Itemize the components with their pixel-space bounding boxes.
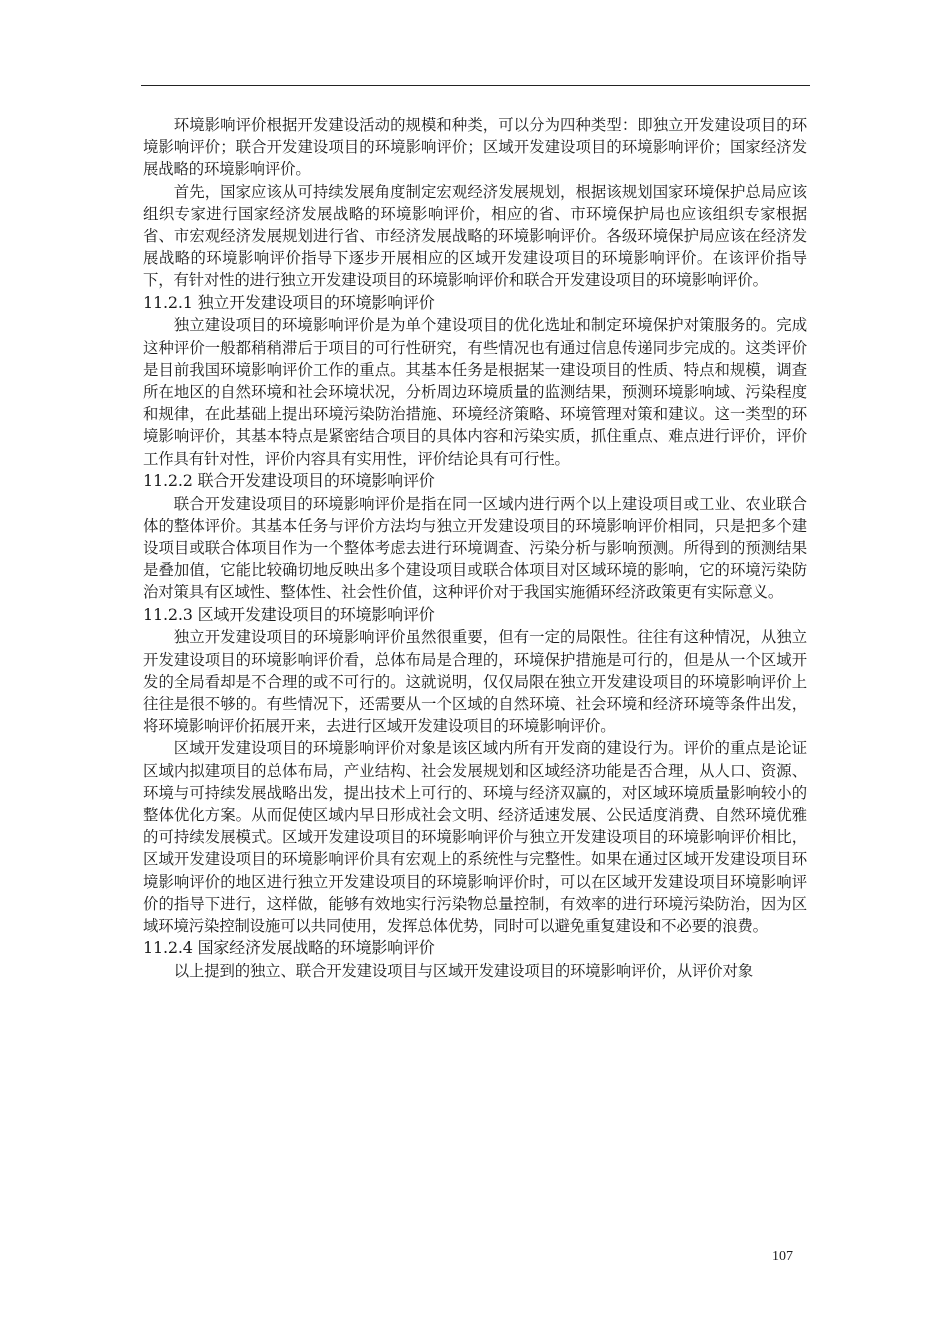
section-heading-11-2-1: 11.2.1 独立开发建设项目的环境影响评价 bbox=[143, 292, 435, 312]
paragraph-independent-projects: 独立建设项目的环境影响评价是为单个建设项目的优化选址和制定环境保护对策服务的。完成这种评价一般都稍稍滞后于项目的可行性研究，有些情况也有通过信息传递同步完成的。这类评价是目前我国环境影响评价工作的重点。其基本任务是根据某一建设项目的性质、特点和规模，调查所在地区的自然环境和社会环境状况，分析周边环境质量的监测结果，预测环境影响域、污染程度和规律，在此基础上提出环境污染防治措施、环境经济策略、环境管理对策和建议。这一类型的环境影响评价，其基本特点是紧密结合项目的具体内容和污染实质，抓住重点、难点进行评价，评价工作具有针对性，评价内容具有实用性，评价结论具有可行性。 bbox=[143, 316, 807, 468]
paragraph-regional-projects: 区域开发建设项目的环境影响评价对象是该区域内所有开发商的建设行为。评价的重点是论证区域内拟建项目的总体布局，产业结构、社会发展规划和区域经济功能是否合理，从人口、资源、环境与可持续发展战略出发，提出技术上可行的、环境与经济双赢的，对区域环境质量影响较小的整体优化方案。从而促使区域内早日形成社会文明、经济适速发展、公民适度消费、自然环境优雅的可持续发展模式。区域开发建设项目的环境影响评价与独立开发建设项目的环境影响评价相比，区域开发建设项目的环境影响评价具有宏观上的系统性与完整性。如果在通过区域开发建设项目环境影响评价的地区进行独立开发建设项目的环境影响评价时，可以在区域开发建设项目环境影响评价的指导下进行，这样做，能够有效地实行污染物总量控制，有效率的进行环境污染防治，因为区域环境污染控制设施可以共同使用，发挥总体优势，同时可以避免重复建设和不必要的浪费。 bbox=[143, 739, 807, 936]
paragraph-evaluation-types: 环境影响评价根据开发建设活动的规模和种类，可以分为四种类型：即独立开发建设项目的环境影响评价；联合开发建设项目的环境影响评价；区域开发建设项目的环境影响评价；国家经济发展战略的环境影响评价。 bbox=[143, 116, 807, 179]
paragraph-national-planning: 首先，国家应该从可持续发展角度制定宏观经济发展规划，根据该规划国家环境保护总局应该组织专家进行国家经济发展战略的环境影响评价，相应的省、市环境保护局也应该组织专家根据省、市宏观经济发展规划进行省、市经济发展战略的环境影响评价。各级环境保护局应该在经济发展战略的环境影响评价指导下逐步开展相应的区域开发建设项目的环境影响评价。在该评价指导下，有针对性的进行独立开发建设项目的环境影响评价和联合开发建设项目的环境影响评价。 bbox=[143, 182, 807, 290]
header-rule bbox=[141, 85, 810, 86]
page-number: 107 bbox=[772, 1249, 793, 1264]
section-heading-11-2-4: 11.2.4 国家经济发展战略的环境影响评价 bbox=[143, 938, 435, 958]
paragraph-regional-limitations: 独立开发建设项目的环境影响评价虽然很重要，但有一定的局限性。往往有这种情况，从独立开发建设项目的环境影响评价看，总体布局是合理的，环境保护措施是可行的，但是从一个区域开发的全局看却是不合理的或不可行的。这就说明，仅仅局限在独立开发建设项目的环境影响评价上往往是很不够的。有些情况下，还需要从一个区域的自然环境、社会环境和经济环境等条件出发，将环境影响评价拓展开来，去进行区域开发建设项目的环境影响评价。 bbox=[143, 628, 807, 736]
section-heading-11-2-3: 11.2.3 区域开发建设项目的环境影响评价 bbox=[143, 604, 435, 624]
section-heading-11-2-2: 11.2.2 联合开发建设项目的环境影响评价 bbox=[143, 470, 435, 490]
paragraph-national-strategy: 以上提到的独立、联合开发建设项目与区域开发建设项目的环境影响评价，从评价对象 bbox=[173, 962, 753, 981]
paragraph-joint-projects: 联合开发建设项目的环境影响评价是指在同一区域内进行两个以上建设项目或工业、农业联合体的整体评价。其基本任务与评价方法均与独立开发建设项目的环境影响评价相同，只是把多个建设项目或联合体项目作为一个整体考虑去进行环境调查、污染分析与影响预测。所得到的预测结果是叠加值，它能比较确切地反映出多个建设项目或联合体项目对区域环境的影响，它的环境污染防治对策具有区域性、整体性、社会性价值，这种评价对于我国实施循环经济政策更有实际意义。 bbox=[143, 494, 807, 602]
page-body bbox=[143, 114, 807, 982]
